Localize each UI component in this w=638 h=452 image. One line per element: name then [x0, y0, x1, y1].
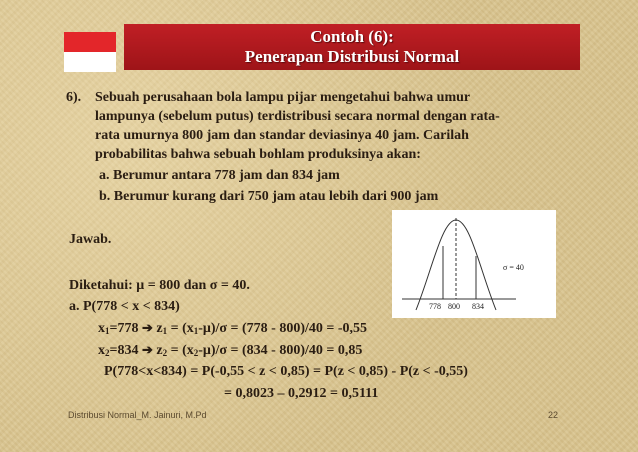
right-arrow-icon: ➔ [141, 320, 153, 335]
z2-calculation: $x_2=834$ ➔ $z_2 = (x_2-\mu)/\sigma = (834 - 800)/40 = 0,85$ [98, 342, 363, 358]
problem-number: 6). [66, 90, 82, 105]
problem-line-2: lampunya (sebelum putus) terdistribusi secara normal dengan rata- [95, 109, 500, 124]
problem-line-3: rata umurnya 800 jam dan standar deviasinya 40 jam. Carilah [95, 128, 469, 143]
probability-line: P(778<x<834) = P(-0,55 < z < 0,85) = P(z < 0,85) - P(z < -0,55) [104, 364, 468, 379]
result-line: = 0,8023 – 0,2912 = 0,5111 [224, 386, 379, 401]
problem-line-1: Sebuah perusahaan bola lampu pijar mengetahui bahwa umur [95, 90, 471, 105]
tick-800: 800 [448, 302, 460, 311]
sigma-label: σ = 40 [503, 263, 524, 272]
right-arrow-icon: ➔ [141, 342, 153, 357]
tick-778: 778 [429, 302, 441, 311]
z1-calculation: $x_1=778$ ➔ $z_1 = (x_1-\mu)/\sigma = (778 - 800)/40 = -0,55$ [98, 320, 368, 336]
indonesia-flag-icon [64, 32, 116, 72]
question-b: b. Berumur kurang dari 750 jam atau lebih dari 900 jam [99, 189, 439, 204]
title-line-2: Penerapan Distribusi Normal [244, 47, 460, 66]
page-number: 22 [548, 410, 559, 420]
tick-834: 834 [472, 302, 484, 311]
part-a-heading: a. P(778 < x < 834) [69, 299, 180, 314]
normal-curve-figure [392, 210, 556, 318]
footer-author: Distribusi Normal_M. Jainuri, M.Pd [68, 410, 207, 420]
title-banner [124, 24, 580, 70]
known-values: Diketahui: μ = 800 dan σ = 40. [69, 278, 250, 293]
question-a: a. Berumur antara 778 jam dan 834 jam [99, 168, 340, 183]
normal-curve-svg [392, 210, 556, 318]
answer-heading: Jawab. [69, 232, 112, 247]
title-line-1: Contoh (6): [310, 27, 394, 46]
problem-line-4: probabilitas bahwa sebuah bohlam produksinya akan: [95, 147, 421, 162]
